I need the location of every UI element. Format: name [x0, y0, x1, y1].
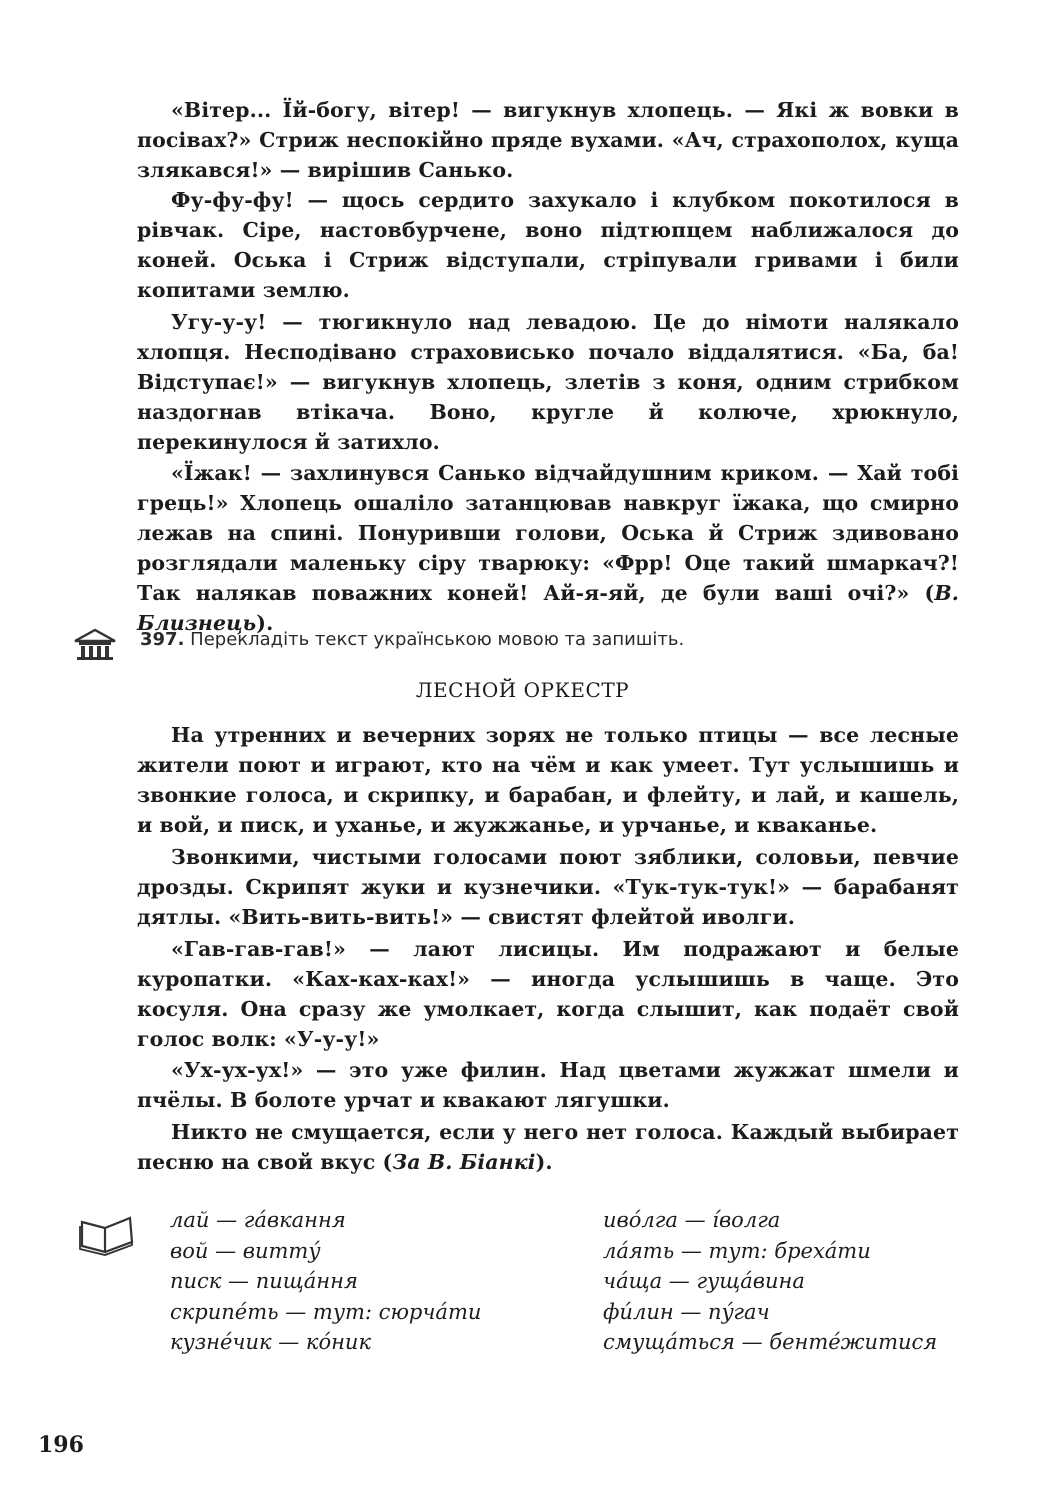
vocab-item: чáща — гущáвина — [603, 1269, 805, 1293]
vocabulary-right-column — [603, 1205, 983, 1358]
paragraph-text: Никто не смущается, если у него нет голоса. Каждый выбирает песню на свой вкус ( — [137, 1120, 959, 1174]
vocab-item: смущáться — бентéжитися — [603, 1330, 938, 1354]
vocab-item: фúлин — пýгач — [603, 1299, 770, 1324]
russian-paragraph-2 — [137, 842, 959, 932]
house-icon — [72, 627, 118, 661]
vocab-item: кузнéчик — кóник — [170, 1330, 371, 1354]
task-number: 397. — [140, 629, 185, 650]
paragraph-tail: ). — [256, 611, 274, 635]
paragraph-text: Угу-у-у! — тюгикнуло над левадою. Це до німоти налякало хлопця. Несподівано страховисько почало віддалятися. «Ба, ба! Відступає!» — вигукнув хлопець, злетів з коня, одним стрибком наздогнав втікача. Воно, кругле й колюче, хрюкнуло, перекинулося й затихло. — [137, 310, 959, 454]
paragraph-text: «Їжак! — захлинувся Санько відчайдушним криком. — Хай тобі грець!» Хлопець ошаліло затанцював навкруг їжака, що смирно лежав на спині. Понуривши голови, Оська й Стриж здивовано розглядали маленьку сіру тварюку: «Фрр! Оце такий шмаркач?! Так налякав поважних коней! Ай-я-яй, де були ваші очі?» ( — [137, 461, 959, 605]
vocab-item: ивóлга — íволга — [603, 1208, 781, 1232]
book-icon — [78, 1212, 136, 1256]
paragraph-text: «Ух-ух-ух!» — это уже филин. Над цветами жужжат шмели и пчёлы. В болоте урчат и квакают лягушки. — [137, 1058, 959, 1112]
vocab-item: вой — виттý — [170, 1238, 321, 1263]
russian-paragraph-3 — [137, 934, 959, 1054]
paragraph-text: Фу-фу-фу! — щось сердито захукало і клубком покотилося в рівчак. Сіре, настовбурчене, воно підтюпцем наближалося до коней. Оська і Стриж відступали, стріпували гривами і били копитами землю. — [137, 188, 959, 302]
russian-paragraph-5 — [137, 1117, 959, 1177]
paragraph-tail: ). — [535, 1150, 553, 1174]
paragraph-text: «Гав-гав-гав!» — лают лисицы. Им подражают и белые куропатки. «Ках-ках-ках!» — иногда услышишь в чаще. Это косуля. Она сразу же умолкает, когда слышит, как подаёт свой голос волк: «У-у-у!» — [137, 937, 959, 1051]
task-instruction: Перекладіть текст українською мовою та запишіть. — [190, 629, 685, 650]
exercise-task — [72, 625, 972, 665]
story-paragraph-3 — [137, 307, 959, 457]
author-name: За В. Біанкі — [392, 1150, 536, 1174]
page-number: 196 — [38, 1432, 84, 1458]
vocab-item: лáять — тут: брехáти — [603, 1238, 871, 1263]
task-text — [140, 629, 684, 650]
text-title: ЛЕСНОЙ ОРКЕСТР — [415, 678, 630, 702]
russian-paragraph-1 — [137, 720, 959, 840]
author-name: В. Близнець — [137, 581, 959, 635]
vocab-item: лай — гáвкання — [170, 1208, 346, 1232]
vocab-item: скрипéть — тут: сюрчáти — [170, 1299, 482, 1324]
paragraph-text: «Вітер... Їй-богу, вітер! — вигукнув хлопець. — Які ж вовки в посівах?» Стриж неспокійно пряде вухами. «Ач, страхополох, куща злякався!» — вирішив Санько. — [137, 98, 959, 182]
paragraph-text: Звонкими, чистыми голосами поют зяблики, соловьи, певчие дрозды. Скрипят жуки и кузнечики. «Тук-тук-тук!» — барабанят дятлы. «Вить-вить-вить!» — свистят флейтой иволги. — [137, 845, 959, 929]
vocabulary-left-column — [170, 1205, 570, 1358]
russian-paragraph-4 — [137, 1055, 959, 1115]
vocab-item: писк — пищáння — [170, 1269, 358, 1293]
paragraph-text: На утренних и вечерних зорях не только птицы — все лесные жители поют и играют, кто на чём и как умеет. Тут услышишь и звонкие голоса, и скрипку, и барабан, и флейту, и лай, и кашель, и вой, и писк, и уханье, и жужжанье, и урчанье, и кваканье. — [137, 723, 959, 837]
story-paragraph-2 — [137, 185, 959, 305]
story-paragraph-4 — [137, 458, 959, 638]
story-paragraph-1 — [137, 95, 959, 185]
